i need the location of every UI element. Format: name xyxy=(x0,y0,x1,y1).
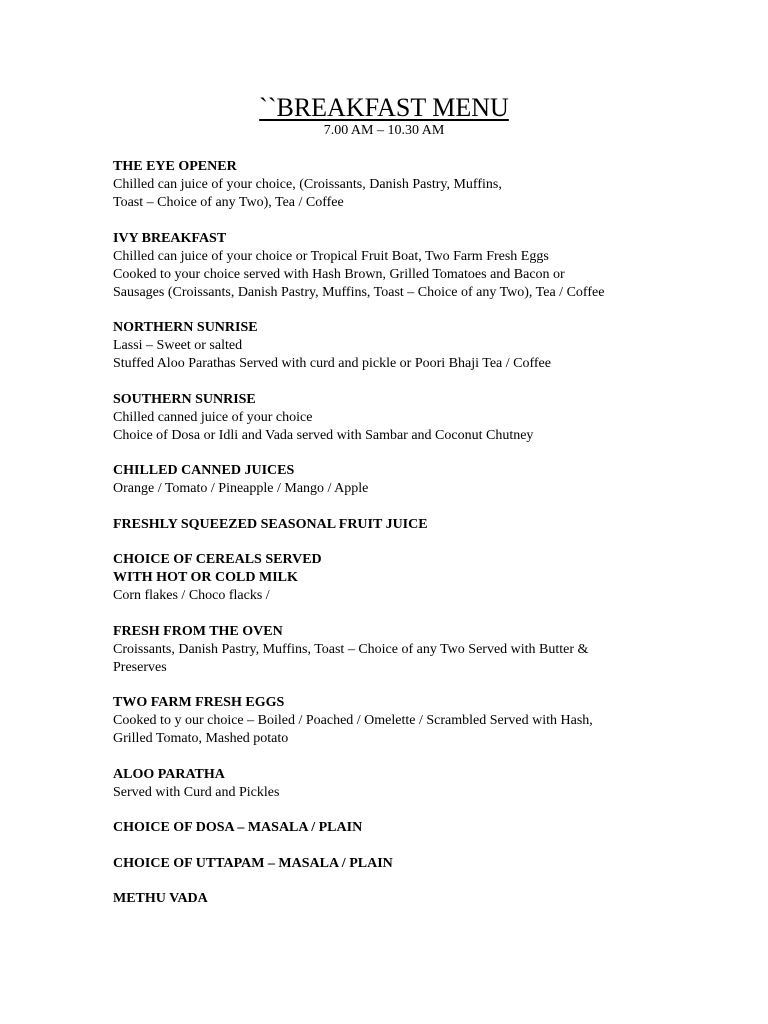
section-description-line: Chilled can juice of your choice or Tropical Fruit Boat, Two Farm Fresh Eggs xyxy=(113,248,549,264)
serving-hours: 7.00 AM – 10.30 AM xyxy=(323,123,445,138)
section-title: ALOO PARATHA xyxy=(113,766,225,782)
section-description-line: Stuffed Aloo Parathas Served with curd and pickle or Poori Bhaji Tea / Coffee xyxy=(113,356,551,371)
section-description-line: Grilled Tomato, Mashed potato xyxy=(113,731,289,746)
section-title: METHU VADA xyxy=(113,891,208,906)
section-title: THE EYE OPENER xyxy=(113,159,237,174)
menu-section xyxy=(113,694,653,748)
section-title: TWO FARM FRESH EGGS xyxy=(113,695,285,710)
menu-section xyxy=(113,819,653,837)
menu-section xyxy=(113,319,653,373)
section-title: WITH HOT OR COLD MILK xyxy=(113,570,298,585)
menu-section xyxy=(113,391,653,445)
section-title: CHOICE OF CEREALS SERVED xyxy=(113,552,322,567)
section-title: CHOICE OF UTTAPAM – MASALA / PLAIN xyxy=(113,855,393,871)
menu-section xyxy=(113,516,653,534)
section-description-line: Lassi – Sweet or salted xyxy=(113,338,243,353)
menu-section xyxy=(113,158,653,212)
section-description-line: Sausages (Croissants, Danish Pastry, Muffins, Toast – Choice of any Two), Tea / Coffee xyxy=(113,284,605,300)
section-title: IVY BREAKFAST xyxy=(113,230,227,246)
menu-section xyxy=(113,462,653,498)
section-title: CHILLED CANNED JUICES xyxy=(113,463,295,478)
section-description-line: Served with Curd and Pickles xyxy=(113,784,280,800)
menu-title xyxy=(0,92,768,124)
section-title: SOUTHERN SUNRISE xyxy=(113,391,256,407)
section-description-line: Corn flakes / Choco flacks / xyxy=(113,588,270,603)
section-title: CHOICE OF DOSA – MASALA / PLAIN xyxy=(113,820,363,835)
menu-section xyxy=(113,766,653,802)
section-title: FRESHLY SQUEEZED SEASONAL FRUIT JUICE xyxy=(113,516,428,532)
section-description-line: Cooked to y our choice – Boiled / Poached / Omelette / Scrambled Served with Hash, xyxy=(113,713,593,728)
section-title: FRESH FROM THE OVEN xyxy=(113,623,283,639)
menu-section xyxy=(113,855,653,873)
menu-section xyxy=(113,623,653,677)
section-description-line: Preserves xyxy=(113,659,167,675)
menu-section xyxy=(113,230,653,302)
menu-section xyxy=(113,551,653,605)
menu-sections xyxy=(113,158,653,926)
section-description-line: Choice of Dosa or Idli and Vada served with Sambar and Coconut Chutney xyxy=(113,427,534,443)
section-description-line: Cooked to your choice served with Hash Brown, Grilled Tomatoes and Bacon or xyxy=(113,266,565,282)
section-description-line: Croissants, Danish Pastry, Muffins, Toast – Choice of any Two Served with Butter & xyxy=(113,641,589,657)
section-description-line: Toast – Choice of any Two), Tea / Coffee xyxy=(113,195,344,210)
section-title: NORTHERN SUNRISE xyxy=(113,320,258,335)
section-description-line: Chilled can juice of your choice, (Croissants, Danish Pastry, Muffins, xyxy=(113,177,502,192)
menu-title-text: ``BREAKFAST MENU xyxy=(259,93,509,122)
menu-section xyxy=(113,890,653,908)
section-description-line: Chilled canned juice of your choice xyxy=(113,409,313,425)
section-description-line: Orange / Tomato / Pineapple / Mango / Apple xyxy=(113,481,369,496)
